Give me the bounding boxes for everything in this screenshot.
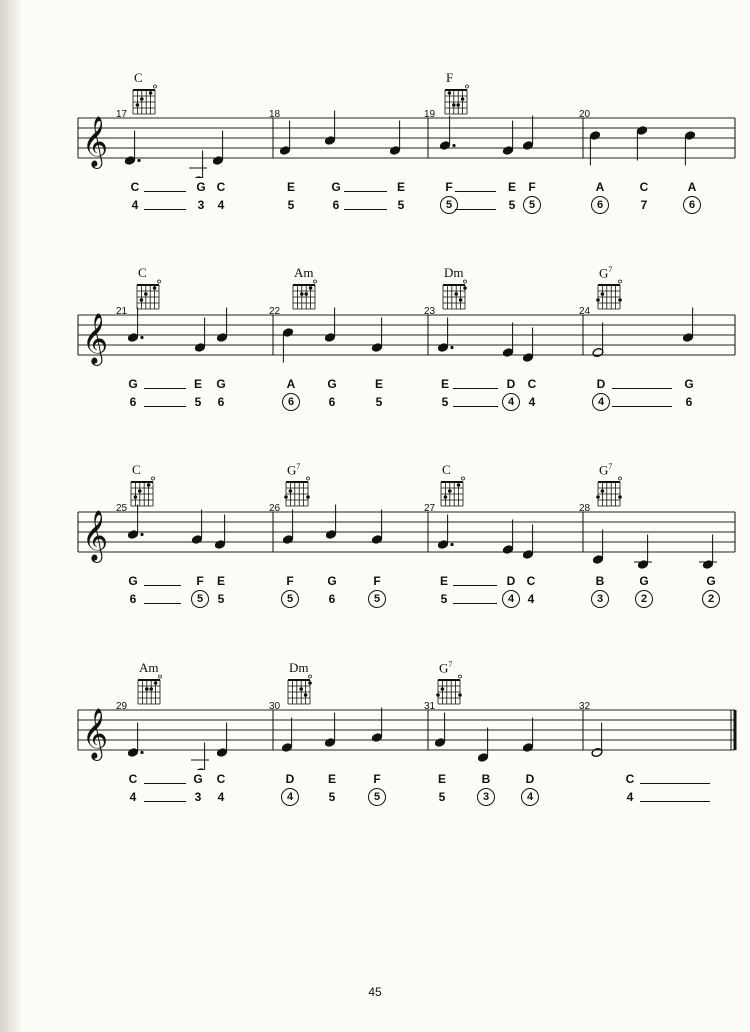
note-head	[592, 323, 604, 358]
note-name: F	[445, 180, 453, 194]
measure-number: 19	[424, 109, 436, 120]
note-name: E	[286, 180, 295, 194]
circled-string-number: 4	[281, 788, 299, 806]
fret-number: 4	[129, 790, 137, 804]
note-name: C	[639, 180, 649, 194]
note-name: E	[440, 377, 449, 391]
fret-number: 6	[129, 592, 137, 606]
fret-number: 6	[328, 395, 336, 409]
music-staff	[0, 492, 750, 572]
note-name: C	[526, 574, 536, 588]
page-number: 45	[368, 985, 382, 999]
note-name: D	[506, 377, 516, 391]
circled-string-number: 4	[502, 590, 520, 608]
hold-line	[612, 388, 672, 389]
fret-number: 5	[217, 592, 225, 606]
circled-string-number: 3	[591, 590, 609, 608]
circled-string-number: 6	[591, 196, 609, 214]
fret-number: 5	[287, 198, 295, 212]
note-name: F	[528, 180, 536, 194]
note-name: C	[216, 772, 226, 786]
note-name: E	[507, 180, 516, 194]
circled-string-number: 2	[702, 590, 720, 608]
circled-string-number: 4	[502, 393, 520, 411]
note-name: E	[439, 574, 448, 588]
hold-line	[453, 406, 498, 407]
measure-number: 28	[579, 503, 591, 514]
circled-string-number: 5	[368, 590, 386, 608]
note-name: G	[684, 377, 694, 391]
note-name: B	[595, 574, 605, 588]
chord-name: Dm	[444, 265, 464, 280]
chord-name: C	[134, 70, 143, 85]
fret-number: 6	[328, 592, 336, 606]
fret-number: 6	[217, 395, 225, 409]
fret-number: 5	[194, 395, 202, 409]
circled-string-number: 5	[281, 590, 299, 608]
treble-clef-icon: 𝄞	[82, 313, 109, 364]
circled-string-number: 3	[477, 788, 495, 806]
hold-line	[640, 783, 710, 784]
fret-number: 5	[440, 592, 448, 606]
note-name: B	[481, 772, 491, 786]
chord-name: $G^7$	[599, 462, 613, 478]
measure-number: 25	[116, 503, 128, 514]
note-name: G	[128, 377, 138, 391]
circled-string-number: 4	[521, 788, 539, 806]
note-name: C	[128, 772, 138, 786]
treble-clef-icon: 𝄞	[82, 708, 109, 759]
music-staff	[0, 690, 750, 770]
fret-number: 3	[194, 790, 202, 804]
circled-string-number: 2	[635, 590, 653, 608]
note-head	[592, 530, 604, 565]
note-name: G	[196, 180, 206, 194]
circled-string-number: 6	[683, 196, 701, 214]
note-head	[191, 510, 203, 545]
note-name: G	[128, 574, 138, 588]
note-name: G	[327, 574, 337, 588]
measure-number: 27	[424, 503, 436, 514]
fret-number: 4	[217, 198, 225, 212]
chord-name: $G^7$	[287, 462, 301, 478]
hold-line	[144, 801, 186, 802]
note-name: G	[331, 180, 341, 194]
circled-string-number: 5	[191, 590, 209, 608]
treble-clef-icon: 𝄞	[82, 510, 109, 561]
fret-number: 7	[640, 198, 648, 212]
note-head	[282, 510, 294, 545]
chord-name: C	[138, 265, 147, 280]
note-head	[371, 708, 383, 743]
circled-string-number: 5	[368, 788, 386, 806]
hold-line	[144, 783, 186, 784]
hold-line	[144, 388, 186, 389]
fret-number: 4	[528, 395, 536, 409]
fret-number: 5	[438, 790, 446, 804]
note-name: F	[373, 772, 381, 786]
fret-number: 5	[508, 198, 516, 212]
fret-number: 6	[685, 395, 693, 409]
hold-line	[144, 603, 181, 604]
note-name: A	[286, 377, 296, 391]
hold-line	[453, 603, 497, 604]
hold-line	[640, 801, 710, 802]
note-name: G	[639, 574, 649, 588]
chord-name: F	[446, 70, 454, 85]
note-name: E	[327, 772, 336, 786]
fret-number: 4	[217, 790, 225, 804]
note-name: E	[216, 574, 225, 588]
fret-number: 3	[197, 198, 205, 212]
note-name: C	[625, 772, 635, 786]
note-name: D	[506, 574, 516, 588]
hold-line	[453, 585, 497, 586]
fret-number: 5	[375, 395, 383, 409]
chord-name: Dm	[289, 660, 309, 675]
note-name: F	[196, 574, 204, 588]
hold-line	[612, 406, 672, 407]
circled-string-number: 5	[523, 196, 541, 214]
note-name: E	[437, 772, 446, 786]
measure-number: 17	[116, 109, 128, 120]
treble-clef-icon: 𝄞	[82, 116, 109, 167]
note-name: D	[525, 772, 535, 786]
note-name: C	[216, 180, 226, 194]
note-name: C	[527, 377, 537, 391]
note-name: G	[216, 377, 226, 391]
note-name: E	[374, 377, 383, 391]
fret-number: 4	[527, 592, 535, 606]
note-head	[522, 718, 534, 753]
note-name: G	[327, 377, 337, 391]
note-name: A	[687, 180, 697, 194]
measure-number: 22	[269, 306, 281, 317]
measure-number: 31	[424, 701, 436, 712]
fret-number: 4	[131, 198, 139, 212]
chord-name: Am	[294, 265, 314, 280]
note-name: E	[396, 180, 405, 194]
note-head	[502, 323, 514, 358]
note-name: D	[596, 377, 606, 391]
note-head	[477, 728, 489, 763]
note-name: F	[373, 574, 381, 588]
note-name: G	[193, 772, 203, 786]
circled-string-number: 6	[282, 393, 300, 411]
note-name: E	[193, 377, 202, 391]
measure-number: 23	[424, 306, 436, 317]
chord-name: C	[442, 462, 451, 477]
hold-line	[144, 585, 181, 586]
note-name: D	[285, 772, 295, 786]
fret-number: 6	[332, 198, 340, 212]
measure-number: 20	[579, 109, 591, 120]
circled-string-number: 5	[440, 196, 458, 214]
note-head	[191, 743, 209, 771]
measure-number: 30	[269, 701, 281, 712]
hold-line	[144, 406, 186, 407]
fret-number: 5	[328, 790, 336, 804]
note-name: G	[706, 574, 716, 588]
note-head	[502, 520, 514, 555]
note-name: A	[595, 180, 605, 194]
chord-name: $G^7$	[439, 660, 453, 676]
circled-string-number: 4	[592, 393, 610, 411]
chord-name: Am	[139, 660, 159, 675]
measure-number: 21	[116, 306, 128, 317]
fret-number: 5	[441, 395, 449, 409]
fret-number: 5	[397, 198, 405, 212]
fret-number: 6	[129, 395, 137, 409]
note-name: F	[286, 574, 294, 588]
note-name: C	[130, 180, 140, 194]
measure-number: 18	[269, 109, 281, 120]
hold-line	[453, 388, 498, 389]
chord-name: $G^7$	[599, 265, 613, 281]
music-staff	[0, 295, 750, 375]
measure-number: 26	[269, 503, 281, 514]
note-head	[371, 510, 383, 545]
note-head	[281, 718, 293, 753]
measure-number: 24	[579, 306, 591, 317]
measure-number: 32	[579, 701, 591, 712]
chord-name: C	[132, 462, 141, 477]
fret-number: 4	[626, 790, 634, 804]
measure-number: 29	[116, 701, 128, 712]
